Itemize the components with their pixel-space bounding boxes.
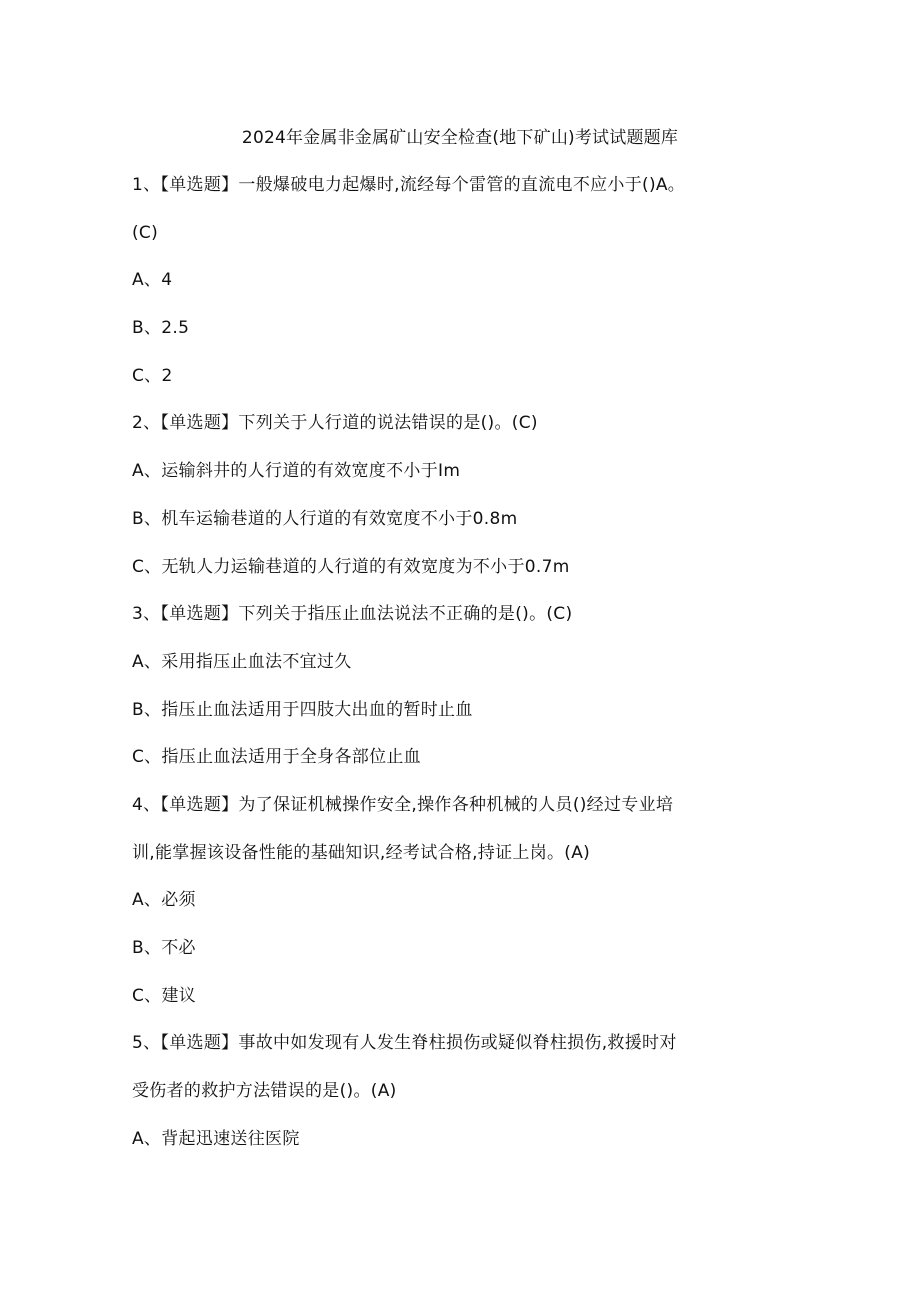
q1-option-b: B、2.5	[132, 318, 190, 339]
q3-option-b: B、指压止血法适用于四肢大出血的暂时止血	[132, 699, 473, 720]
question-list	[132, 172, 792, 1173]
q3-option-a: A、采用指压止血法不宜过久	[132, 651, 352, 672]
q4-option-c: C、建议	[132, 985, 197, 1006]
q4-option-b: B、不必	[132, 938, 196, 958]
q4-option-a: A、必须	[132, 890, 196, 911]
q1-stem-line1: 1、【单选题】一般爆破电力起爆时,流经每个雷管的直流电不应小于()A。	[132, 175, 686, 195]
q2-option-a: A、运输斜井的人行道的有效宽度不小于Im	[132, 461, 461, 482]
q2-option-c: C、无轨人力运输巷道的人行道的有效宽度为不小于0.7m	[132, 556, 570, 577]
q1-stem-line2: (C)	[132, 222, 159, 243]
q1-option-a: A、4	[132, 270, 173, 291]
q4-stem-line2: 训,能掌握该设备性能的基础知识,经考试合格,持证上岗。(A)	[132, 842, 591, 863]
q5-stem-line1: 5、【单选题】事故中如发现有人发生脊柱损伤或疑似脊柱损伤,救援时对	[132, 1033, 677, 1054]
q1-option-c: C、2	[132, 365, 173, 386]
q3-stem: 3、【单选题】下列关于指压止血法说法不正确的是()。(C)	[132, 604, 573, 625]
document-title: 2024年金属非金属矿山安全检查(地下矿山)考试试题题库	[241, 128, 679, 148]
q3-option-c: C、指压止血法适用于全身各部位止血	[132, 747, 421, 768]
q5-option-a: A、背起迅速送往医院	[132, 1128, 300, 1149]
q5-stem-line2: 受伤者的救护方法错误的是()。(A)	[132, 1081, 397, 1102]
q2-stem: 2、【单选题】下列关于人行道的说法错误的是()。(C)	[132, 413, 538, 434]
q2-option-b: B、机车运输巷道的人行道的有效宽度不小于0.8m	[132, 508, 518, 529]
q4-stem-line1: 4、【单选题】为了保证机械操作安全,操作各种机械的人员()经过专业培	[132, 794, 674, 815]
